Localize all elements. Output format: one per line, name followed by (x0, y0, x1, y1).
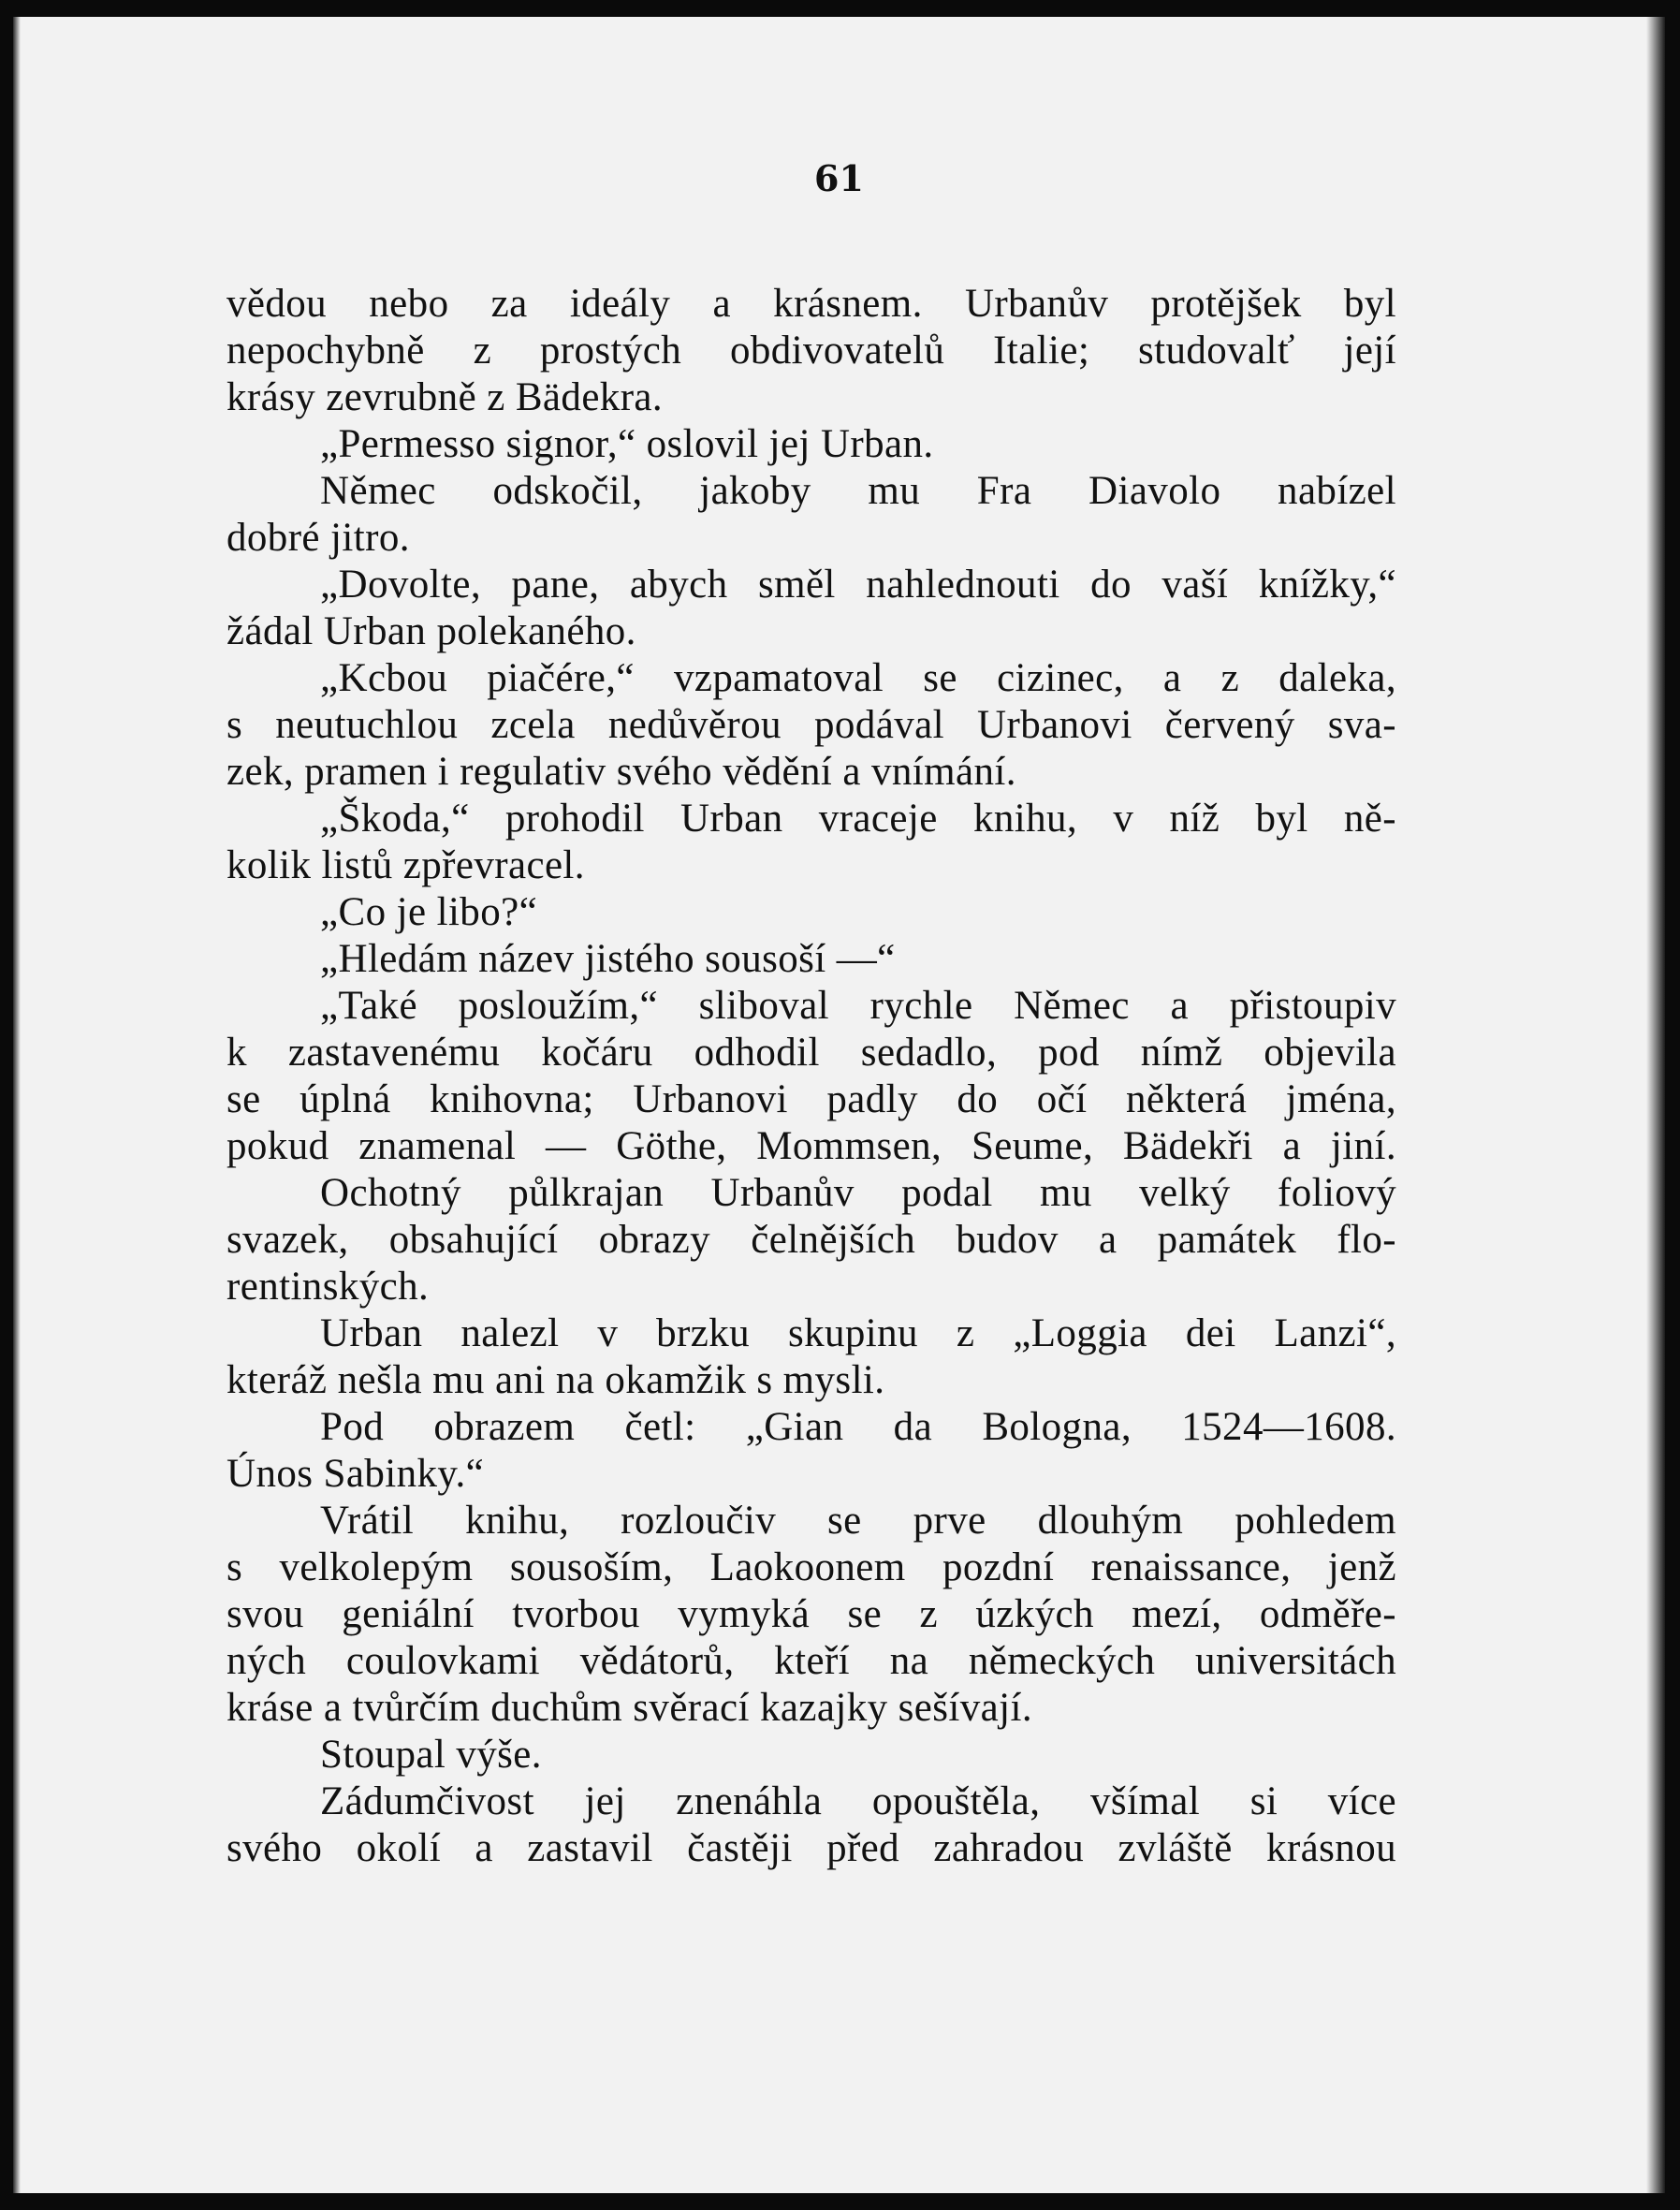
text-line: dobré jitro. (226, 516, 410, 560)
text-line: kráse a tvůrčím duchům svěrací kazajky sešívají. (226, 1686, 1032, 1730)
text-line: vědou nebo za ideály a krásnem. Urbanův protějšek byl (226, 282, 1396, 326)
text-line: Stoupal výše. (320, 1733, 542, 1777)
text-line: svazek, obsahující obrazy čelnějších budov a památek flo- (226, 1218, 1396, 1262)
text-line: krásy zevrubně z Bädekra. (226, 375, 664, 419)
book-page (13, 17, 1665, 2193)
text-line: Pod obrazem četl: „Gian da Bologna, 1524—1608. (320, 1405, 1396, 1449)
text-line: s velkolepým sousoším, Laokoonem pozdní renaissance, jenž (226, 1545, 1396, 1589)
text-line: žádal Urban polekaného. (226, 609, 636, 653)
text-line: „Permesso signor,“ oslovil jej Urban. (320, 422, 934, 466)
page-left-edge (13, 17, 21, 2193)
text-line: Urban nalezl v brzku skupinu z „Loggia dei Lanzi“, (320, 1311, 1396, 1355)
text-line: „Kcbou piačére,“ vzpamatoval se cizinec, a z daleka, (320, 656, 1396, 700)
text-line: kolik listů zpřevracel. (226, 843, 585, 887)
text-line: „Co je libo?“ (320, 890, 538, 934)
page-right-edge (1646, 17, 1665, 2193)
text-line: se úplná knihovna; Urbanovi padly do očí některá jména, (226, 1077, 1396, 1121)
text-line: „Dovolte, pane, abych směl nahlednouti do vaší knížky,“ (320, 563, 1396, 607)
text-line: ných coulovkami vědátorů, kteří na německých universitách (226, 1639, 1396, 1683)
text-line: Vrátil knihu, rozloučiv se prve dlouhým pohledem (320, 1499, 1396, 1543)
text-line: Únos Sabinky.“ (226, 1452, 485, 1496)
text-line: Zádumčivost jej znenáhla opouštěla, všímal si více (320, 1779, 1396, 1823)
text-line: svého okolí a zastavil častěji před zahradou zvláště krásnou (226, 1826, 1396, 1870)
text-line: „Také posloužím,“ sliboval rychle Němec a přistoupiv (320, 984, 1396, 1028)
body-text (226, 281, 1396, 1872)
text-line: kteráž nešla mu ani na okamžik s mysli. (226, 1358, 885, 1402)
page-number: 61 (814, 157, 864, 199)
text-line: rentinských. (226, 1265, 430, 1309)
text-line: zek, pramen i regulativ svého vědění a vnímání. (226, 750, 1016, 794)
text-line: k zastavenému kočáru odhodil sedadlo, pod nímž objevila (226, 1031, 1396, 1075)
text-line: „Škoda,“ prohodil Urban vraceje knihu, v níž byl ně- (320, 797, 1396, 841)
text-line: Němec odskočil, jakoby mu Fra Diavolo nabízel (320, 469, 1396, 513)
text-line: svou geniální tvorbou vymyká se z úzkých mezí, odměře- (226, 1592, 1396, 1636)
text-line: pokud znamenal — Göthe, Mommsen, Seume, Bädekři a jiní. (226, 1124, 1396, 1168)
text-line: s neutuchlou zcela nedůvěrou podával Urbanovi červený sva- (226, 703, 1396, 747)
text-line: Ochotný půlkrajan Urbanův podal mu velký foliový (320, 1171, 1396, 1215)
text-line: „Hledám název jistého sousoší —“ (320, 937, 896, 981)
text-line: nepochybně z prostých obdivovatelů Italie; studovalť její (226, 329, 1396, 373)
